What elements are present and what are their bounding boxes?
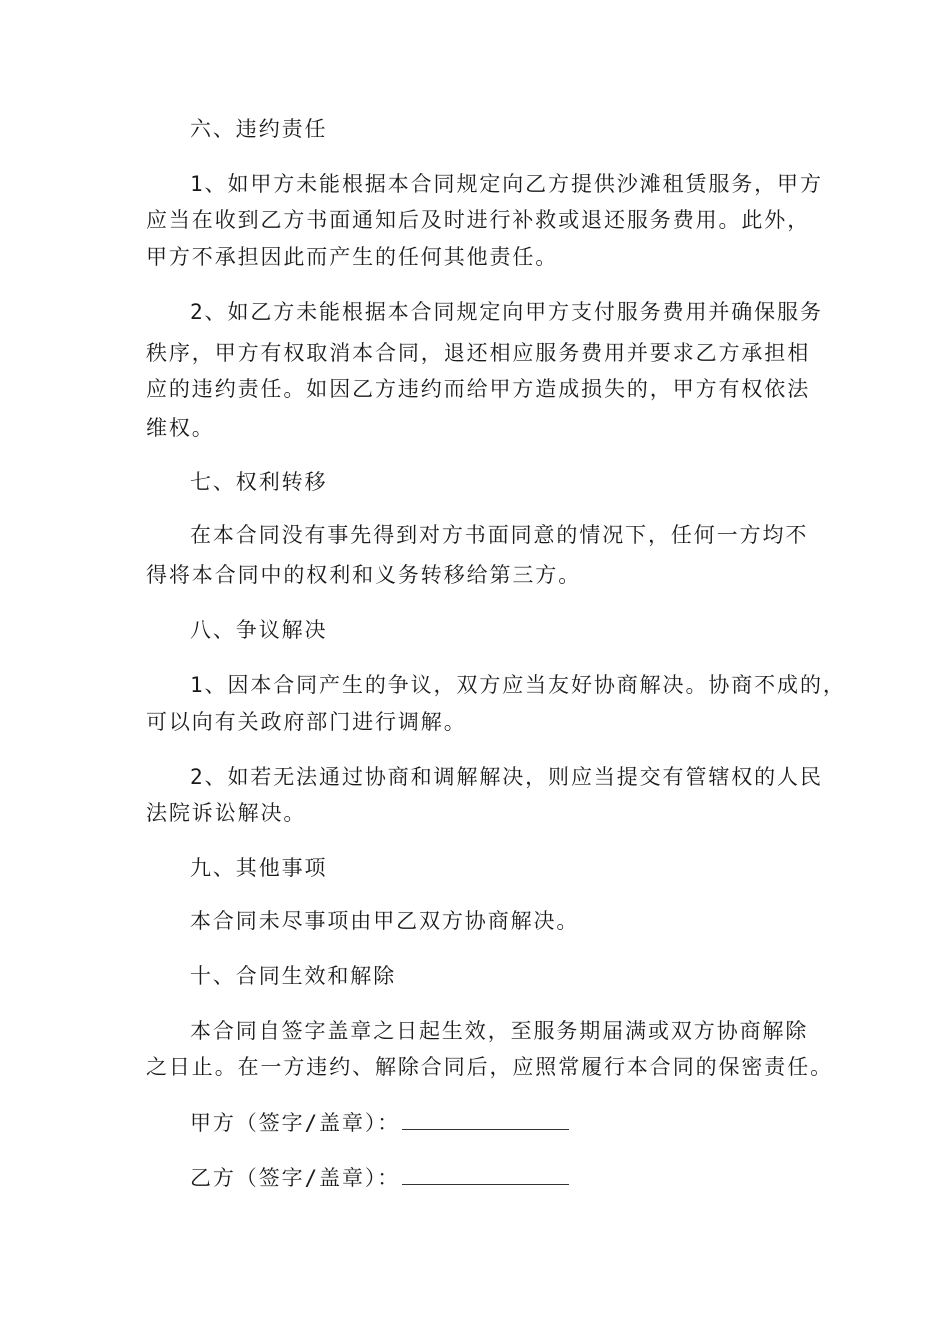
section-9-title: 九、其他事项 (190, 856, 328, 880)
section-8-title: 八、争议解决 (190, 618, 328, 642)
section-9-paragraph: 本合同未尽事项由甲乙双方协商解决。 (190, 909, 580, 933)
party-b-signature-label: 乙方（签字/盖章）： (190, 1166, 401, 1190)
section-7-title: 七、权利转移 (190, 470, 328, 494)
party-b-signature-blank[interactable] (402, 1164, 569, 1185)
section-10-paragraph-line-1: 本合同自签字盖章之日起生效，至服务期届满或双方协商解除 (190, 1019, 809, 1043)
section-7-paragraph-line-2: 得将本合同中的权利和义务转移给第三方。 (146, 563, 582, 587)
section-8-paragraph-2-line-1: 2、如若无法通过协商和调解解决，则应当提交有管辖权的人民 (190, 765, 823, 789)
section-6-paragraph-2-line-4: 维权。 (146, 416, 215, 440)
section-6-paragraph-2-line-2: 秩序，甲方有权取消本合同，退还相应服务费用并要求乙方承担相 (146, 341, 811, 365)
section-10-paragraph-line-2: 之日止。在一方违约、解除合同后，应照常履行本合同的保密责任。 (146, 1055, 833, 1079)
section-8-paragraph-1-line-1: 1、因本合同产生的争议，双方应当友好协商解决。协商不成的， (190, 673, 846, 697)
section-6-paragraph-1-line-2: 应当在收到乙方书面通知后及时进行补救或退还服务费用。此外， (146, 208, 811, 232)
section-6-paragraph-1-line-1: 1、如甲方未能根据本合同规定向乙方提供沙滩租赁服务，甲方 (190, 172, 823, 196)
section-8-paragraph-1-line-2: 可以向有关政府部门进行调解。 (146, 710, 467, 734)
party-a-signature-blank[interactable] (402, 1109, 569, 1130)
section-6-paragraph-1-line-3: 甲方不承担因此而产生的任何其他责任。 (146, 245, 559, 269)
section-6-paragraph-2-line-1: 2、如乙方未能根据本合同规定向甲方支付服务费用并确保服务 (190, 300, 823, 324)
section-8-paragraph-2-line-2: 法院诉讼解决。 (146, 801, 307, 825)
section-10-title: 十、合同生效和解除 (190, 964, 397, 988)
section-6-title: 六、违约责任 (190, 117, 328, 141)
party-a-signature-label: 甲方（签字/盖章）： (190, 1111, 401, 1135)
party-a-signature-row (190, 1109, 860, 1137)
party-b-signature-row (190, 1164, 860, 1192)
section-6-paragraph-2-line-3: 应的违约责任。如因乙方违约而给甲方造成损失的，甲方有权依法 (146, 377, 811, 401)
section-7-paragraph-line-1: 在本合同没有事先得到对方书面同意的情况下，任何一方均不 (190, 523, 809, 547)
